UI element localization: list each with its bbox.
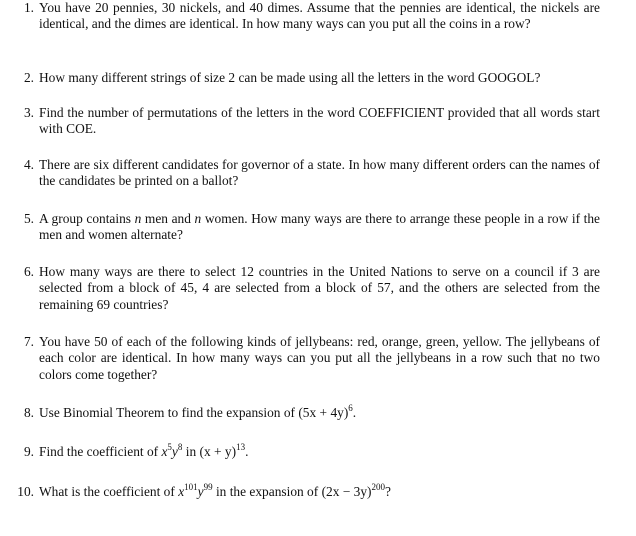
question-text: There are six different candidates for governor of a state. In how many different orders can the names of the candidates be printed on a ballot? <box>39 157 600 189</box>
question-text: You have 50 of each of the following kinds of jellybeans: red, orange, green, yellow. The jellybeans of each color are identical. In how many ways can you put all the jellybeans in a row such that no two colors come together? <box>39 334 600 382</box>
text-part: in the expansion of <box>212 484 322 499</box>
math-expression: (5x + 4y) <box>298 405 349 420</box>
question-text <box>39 484 600 500</box>
question-number: 10. <box>17 484 34 499</box>
question-text <box>39 444 600 460</box>
text-part: ? <box>385 484 391 499</box>
math-expression: (2x − 3y) <box>321 484 372 499</box>
question-text: How many ways are there to select 12 countries in the United Nations to serve on a council if 3 are selected from a block of 45, 4 are selected from a block of 57, and the others are selected from the remaining 69 countries? <box>39 264 600 312</box>
variable-y: y <box>197 484 204 499</box>
text-part: men and <box>141 211 195 226</box>
text-part: What is the coefficient of <box>39 484 179 499</box>
question-text <box>39 211 600 244</box>
exponent: 13 <box>236 442 246 452</box>
question-text: You have 20 pennies, 30 nickels, and 40 dimes. Assume that the pennies are identical, the nickels are identical, and the dimes are identical. In how many ways can you put all the coins in a row? <box>39 0 600 32</box>
text-part: Find the coefficient of <box>39 444 162 459</box>
exponent: 6 <box>348 403 353 413</box>
question-text: Find the number of permutations of the letters in the word COEFFICIENT provided that all words start with COE. <box>39 105 600 137</box>
variable-x: x <box>161 444 168 459</box>
question-number: 6. <box>23 264 34 279</box>
exponent: 101 <box>184 482 198 492</box>
exponent: 200 <box>371 482 386 492</box>
variable-n: n <box>134 211 142 226</box>
question-number: 5. <box>23 211 34 226</box>
variable-n: n <box>194 211 202 226</box>
text-part: . <box>245 444 249 459</box>
text-part: in <box>182 444 200 459</box>
question-number: 7. <box>23 334 34 349</box>
question-number: 1. <box>23 0 34 15</box>
variable-y: y <box>171 444 178 459</box>
text-part: A group contains <box>39 211 135 226</box>
text-part: Use Binomial Theorem to find the expansion of <box>39 405 299 420</box>
variable-x: x <box>178 484 185 499</box>
question-number: 8. <box>23 405 34 420</box>
exponent: 5 <box>167 442 172 452</box>
math-expression: (x + y) <box>199 444 237 459</box>
question-number: 9. <box>23 444 34 459</box>
question-number: 2. <box>23 70 34 85</box>
exponent: 99 <box>203 482 213 492</box>
text-part: . <box>352 405 357 420</box>
question-number: 3. <box>23 105 34 120</box>
exponent: 8 <box>177 442 183 452</box>
question-number: 4. <box>23 157 34 172</box>
question-text <box>39 405 600 421</box>
question-text: How many different strings of size 2 can be made using all the letters in the word GOOGOL? <box>39 70 541 85</box>
text-part: women. How many ways are there to arrange these people in a row if the men and women alternate? <box>39 211 601 243</box>
